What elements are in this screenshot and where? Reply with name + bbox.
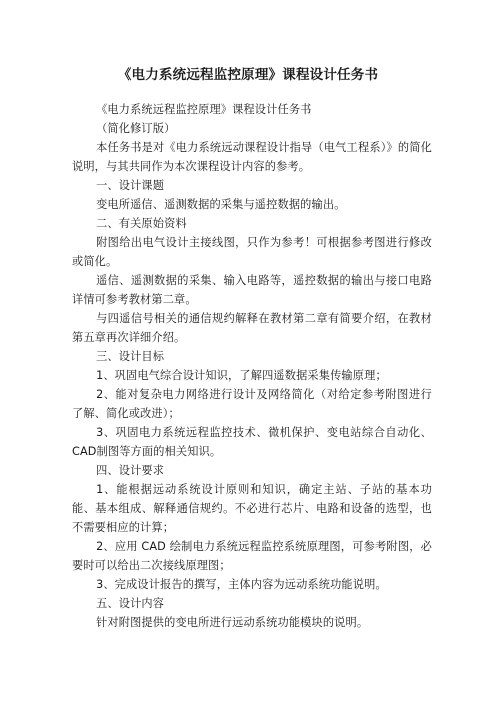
- paragraph-requirement-2: 2、应用 CAD 绘制电力系统远程监控系统原理图，可参考附图，必要时可以给出二次接线原理图；: [72, 540, 432, 572]
- document-body: [72, 100, 432, 632]
- section-heading-requirements: 四、设计要求: [96, 464, 165, 477]
- paragraph-requirement-3: 3、完成设计报告的撰写，主体内容为远动系统功能说明。: [96, 578, 387, 591]
- section-heading-topic: 一、设计课题: [96, 179, 165, 192]
- paragraph-intro: 本任务书是对《电力系统远动课程设计指导（电气工程系）》的简化说明，与其共同作为本次课程设计内容的参考。: [72, 141, 432, 173]
- paragraph-goal-3: 3、巩固电力系统远程监控技术、微机保护、变电站综合自动化、CAD制图等方面的相关知识。: [72, 426, 432, 458]
- paragraph-content: 针对附图提供的变电所进行远动系统功能模块的说明。: [96, 616, 369, 629]
- section-heading-materials: 二、有关原始资料: [96, 217, 187, 230]
- paragraph-materials-3: 与四遥信号相关的通信规约解释在教材第二章有简要介绍，在教材第五章再次详细介绍。: [72, 312, 432, 344]
- section-heading-goals: 三、设计目标: [96, 350, 165, 363]
- paragraph-requirement-1: 1、能根据远动系统设计原则和知识，确定主站、子站的基本功能、基本组成、解释通信规约。不必进行芯片、电路和设备的选型，也不需要相应的计算；: [72, 483, 432, 534]
- paragraph-materials-1: 附图给出电气设计主接线图，只作为参考！可根据参考图进行修改或简化。: [72, 236, 432, 268]
- document-title: 《电力系统远程监控原理》课程设计任务书: [117, 67, 379, 83]
- paragraph-materials-2: 遥信、遥测数据的采集、输入电路等，遥控数据的输出与接口电路详情可参考教材第二章。: [72, 274, 432, 306]
- section-heading-content: 五、设计内容: [96, 597, 165, 610]
- paragraph-edition: （简化修订版）: [96, 122, 176, 135]
- paragraph-topic: 变电所遥信、遥测数据的采集与遥控数据的输出。: [96, 198, 346, 211]
- paragraph-goal-1: 1、巩固电气综合设计知识，了解四遥数据采集传输原理；: [96, 369, 387, 382]
- paragraph-goal-2: 2、能对复杂电力网络进行设计及网络简化（对给定参考附图进行了解、简化或改进）；: [72, 388, 432, 420]
- paragraph-subtitle: 《电力系统远程监控原理》课程设计任务书: [96, 103, 312, 116]
